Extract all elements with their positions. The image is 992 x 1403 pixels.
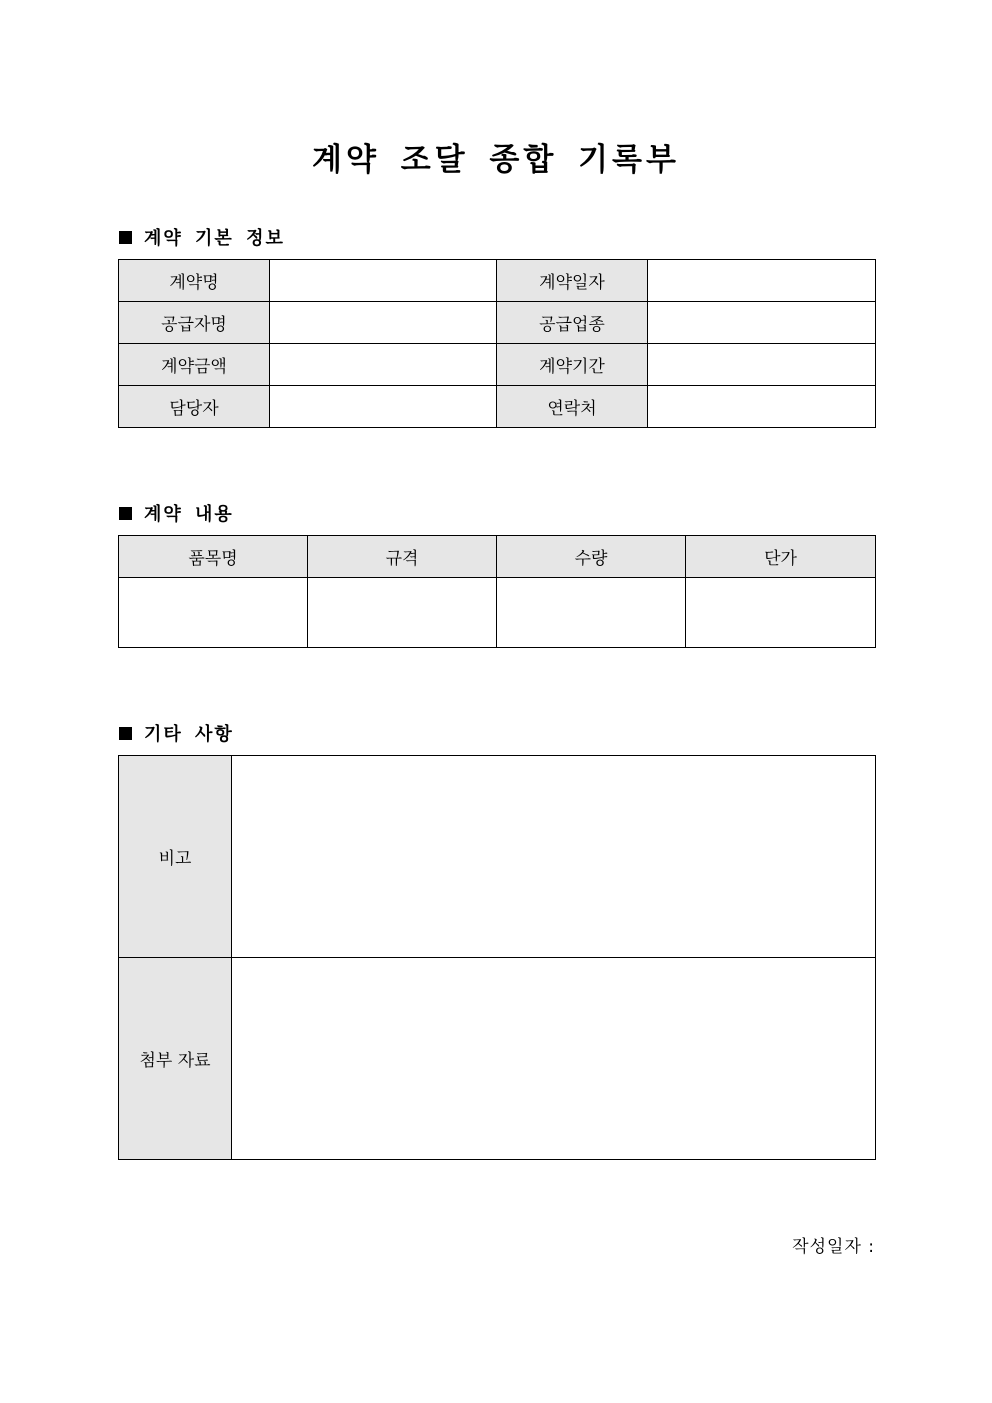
field-label: 연락처 (497, 386, 648, 428)
field-label: 계약기간 (497, 344, 648, 386)
square-bullet-icon (119, 507, 132, 520)
section-heading-label: 계약 기본 정보 (144, 228, 285, 249)
table-row (119, 958, 876, 1160)
column-header-unit-price: 단가 (686, 536, 876, 578)
field-label: 계약일자 (497, 260, 648, 302)
section-heading-label: 기타 사항 (144, 724, 234, 745)
spec-cell[interactable] (308, 578, 497, 648)
square-bullet-icon (119, 727, 132, 740)
table-row (119, 578, 876, 648)
contract-content-table (118, 535, 876, 648)
field-label: 공급업종 (497, 302, 648, 344)
field-label: 계약명 (119, 260, 270, 302)
unit-price-cell[interactable] (686, 578, 876, 648)
column-header-quantity: 수량 (497, 536, 686, 578)
section-heading-contract-content (119, 500, 234, 526)
field-label: 담당자 (119, 386, 270, 428)
table-row (119, 386, 876, 428)
other-notes-table (118, 755, 876, 1160)
table-row (119, 302, 876, 344)
remarks-field[interactable] (232, 756, 876, 958)
contact-field[interactable] (648, 386, 876, 428)
contract-period-field[interactable] (648, 344, 876, 386)
field-label: 공급자명 (119, 302, 270, 344)
table-row (119, 260, 876, 302)
field-label: 비고 (119, 756, 232, 958)
table-row (119, 344, 876, 386)
document-title: 계약 조달 종합 기록부 (312, 142, 680, 178)
written-date-label: 작성일자 : (792, 1237, 875, 1257)
field-label: 계약금액 (119, 344, 270, 386)
section-heading-label: 계약 내용 (144, 504, 234, 525)
section-heading-other (119, 720, 234, 746)
manager-field[interactable] (270, 386, 497, 428)
supplier-name-field[interactable] (270, 302, 497, 344)
contract-date-field[interactable] (648, 260, 876, 302)
column-header-spec: 규격 (308, 536, 497, 578)
column-header-item-name: 품목명 (119, 536, 308, 578)
supplier-industry-field[interactable] (648, 302, 876, 344)
square-bullet-icon (119, 231, 132, 244)
contract-amount-field[interactable] (270, 344, 497, 386)
item-name-cell[interactable] (119, 578, 308, 648)
field-label: 첨부 자료 (119, 958, 232, 1160)
table-header-row (119, 536, 876, 578)
basic-info-table (118, 259, 876, 428)
attachments-field[interactable] (232, 958, 876, 1160)
section-heading-basic-info (119, 224, 285, 250)
quantity-cell[interactable] (497, 578, 686, 648)
table-row (119, 756, 876, 958)
contract-name-field[interactable] (270, 260, 497, 302)
